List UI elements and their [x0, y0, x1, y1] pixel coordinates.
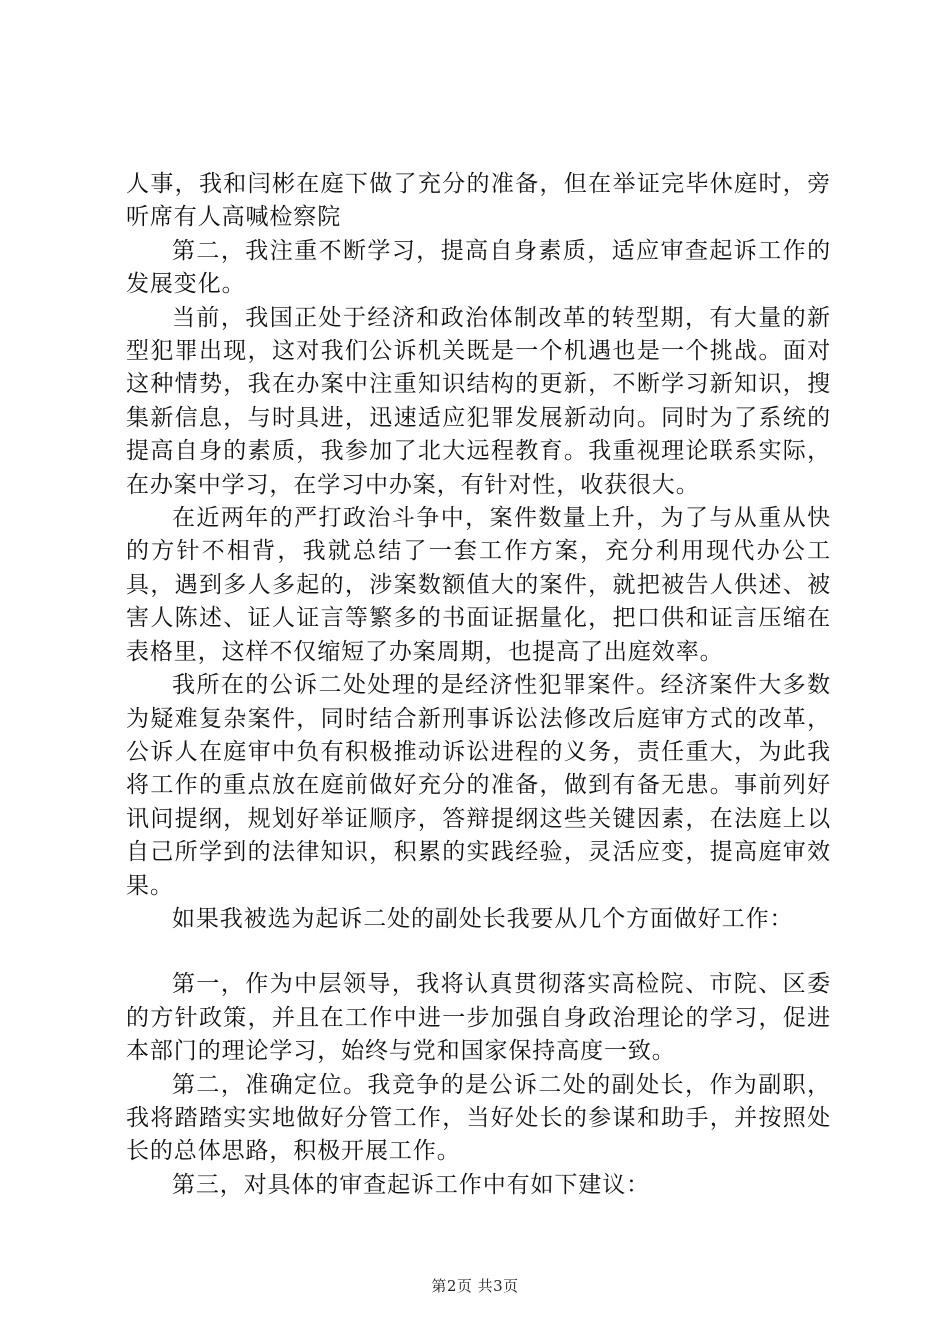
paragraph: 我所在的公诉二处处理的是经济性犯罪案件。经济案件大多数为疑难复杂案件，同时结合新刑事诉讼法修改后庭审方式的改革，公诉人在庭审中负有积极推动诉讼进程的义务，责任重大，为此我将工作的重点放在庭前做好充分的准备，做到有备无患。事前列好讯问提纲，规划好举证顺序，答辩提纲这些关键因素，在法庭上以自己所学到的法律知识，积累的实践经验，灵活应变，提高庭审效果。	[126, 672, 831, 899]
paragraph: 如果我被选为起诉二处的副处长我要从几个方面做好工作：	[172, 905, 794, 932]
paragraph: 第一，作为中层领导，我将认真贯彻落实高检院、市院、区委的方针政策，并且在工作中进一步加强自身政治理论的学习，促进本部门的理论学习，始终与党和国家保持高度一致。	[126, 971, 831, 1065]
document-body	[126, 168, 831, 1202]
paragraph: 第二，我注重不断学习，提高自身素质，适应审查起诉工作的发展变化。	[126, 237, 831, 298]
paragraph: 第二，准确定位。我竞争的是公诉二处的副处长，作为副职，我将踏踏实实地做好分管工作，当好处长的参谋和助手，并按照处长的总体思路，积极开展工作。	[126, 1071, 831, 1165]
page-footer	[0, 1275, 950, 1296]
paragraph: 当前，我国正处于经济和政治体制改革的转型期，有大量的新型犯罪出现，这对我们公诉机关既是一个机遇也是一个挑战。面对这种情势，我在办案中注重知识结构的更新，不断学习新知识，搜集新信息，与时具进，迅速适应犯罪发展新动向。同时为了系统的提高自身的素质，我参加了北大远程教育。我重视理论联系实际，在办案中学习，在学习中办案，有针对性，收获很大。	[126, 304, 831, 498]
paragraph: 第三，对具体的审查起诉工作中有如下建议：	[172, 1171, 650, 1198]
paragraph: 在近两年的严打政治斗争中，案件数量上升，为了与从重从快的方针不相背，我就总结了一套工作方案，充分利用现代办公工具，遇到多人多起的，涉案数额值大的案件，就把被告人供述、被害人陈述、证人证言等繁多的书面证据量化，把口供和证言压缩在表格里，这样不仅缩短了办案周期，也提高了出庭效率。	[126, 505, 831, 665]
paragraph-continuation: 人事，我和闫彬在庭下做了充分的准备，但在举证完毕休庭时，旁听席有人高喊检察院	[126, 171, 831, 231]
page-number: 第2页 共3页	[431, 1277, 519, 1295]
